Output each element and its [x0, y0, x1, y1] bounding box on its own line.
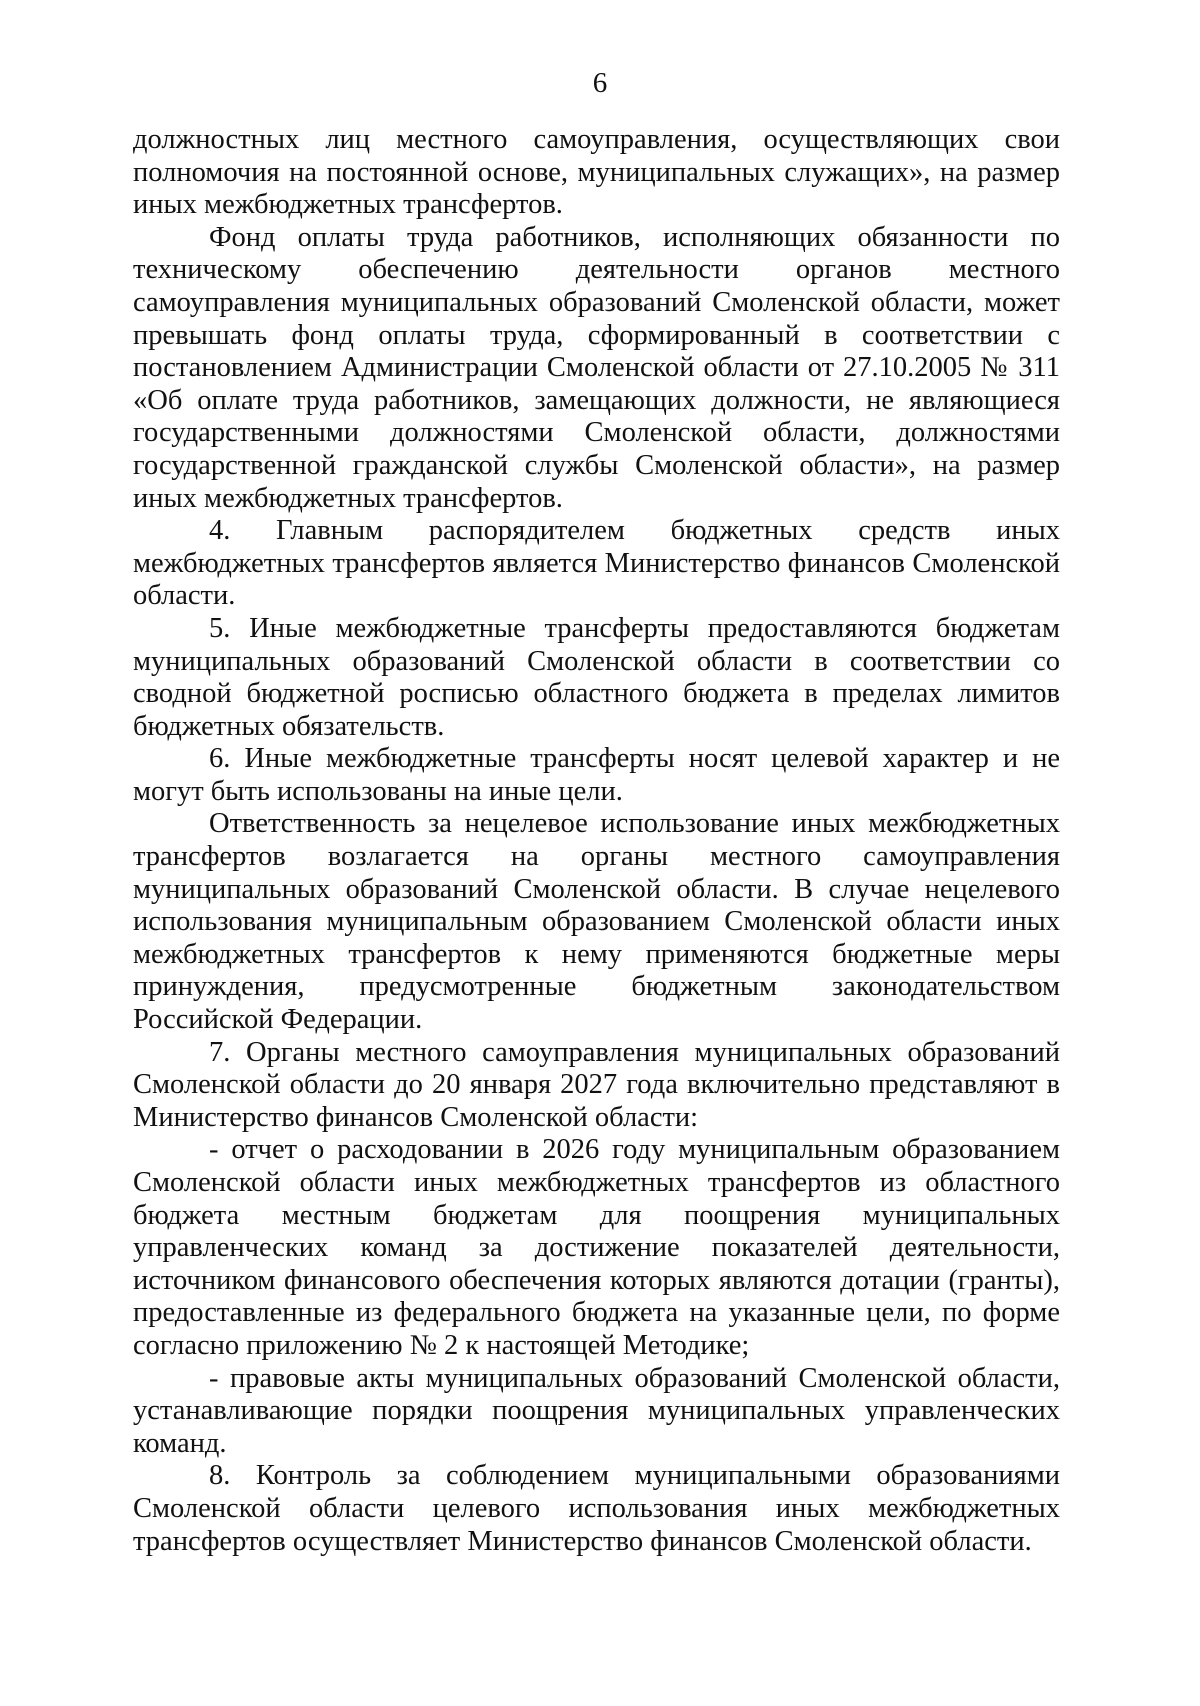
paragraph-wage-fund: Фонд оплаты труда работников, исполняющих обязанности по техническому обеспечению деятельности органов местного самоуправления муниципальных образований Смоленской области, может превышать фонд оплаты труда, сформированный в соответствии с постановлением Администрации Смоленской области от 27.10.2005 № 311 «Об оплате труда работников, замещающих должности, не являющиеся государственными должностями Смоленской области, должностями государственной гражданской службы Смоленской области», на размер иных межбюджетных трансфертов.: [133, 221, 1060, 514]
paragraph-item-5: 5. Иные межбюджетные трансферты предоставляются бюджетам муниципальных образований Смоленской области в соответствии со сводной бюджетной росписью областного бюджета в пределах лимитов бюджетных обязательств.: [133, 612, 1060, 742]
paragraph-item-7-report: - отчет о расходовании в 2026 году муниципальным образованием Смоленской области иных межбюджетных трансфертов из областного бюджета местным бюджетам для поощрения муниципальных управленческих команд за достижение показателей деятельности, источником финансового обеспечения которых являются дотации (гранты), предоставленные из федерального бюджета на указанные цели, по форме согласно приложению № 2 к настоящей Методике;: [133, 1134, 1060, 1361]
paragraph-item-7-legal-acts: - правовые акты муниципальных образований Смоленской области, устанавливающие порядки поощрения муниципальных управленческих команд.: [133, 1362, 1060, 1459]
paragraph-item-8: 8. Контроль за соблюдением муниципальными образованиями Смоленской области целевого использования иных межбюджетных трансфертов осуществляет Министерство финансов Смоленской области.: [133, 1460, 1060, 1557]
page-number: 6: [592, 67, 608, 99]
document-body: [133, 124, 1060, 1558]
paragraph-responsibility: Ответственность за нецелевое использование иных межбюджетных трансфертов возлагается на органы местного самоуправления муниципальных образований Смоленской области. В случае нецелевого использования муниципальным образованием Смоленской области иных межбюджетных трансфертов к нему применяются бюджетные меры принуждения, предусмотренные бюджетным законодательством Российской Федерации.: [133, 808, 1060, 1036]
paragraph-continuation: должностных лиц местного самоуправления, осуществляющих свои полномочия на постоянной основе, муниципальных служащих», на размер иных межбюджетных трансфертов.: [133, 124, 1060, 221]
paragraph-item-4: 4. Главным распорядителем бюджетных средств иных межбюджетных трансфертов является Министерство финансов Смоленской области.: [133, 515, 1060, 612]
paragraph-item-7: 7. Органы местного самоуправления муниципальных образований Смоленской области до 20 января 2027 года включительно представляют в Министерство финансов Смоленской области:: [133, 1036, 1060, 1133]
paragraph-item-6: 6. Иные межбюджетные трансферты носят целевой характер и не могут быть использованы на иные цели.: [133, 743, 1060, 807]
